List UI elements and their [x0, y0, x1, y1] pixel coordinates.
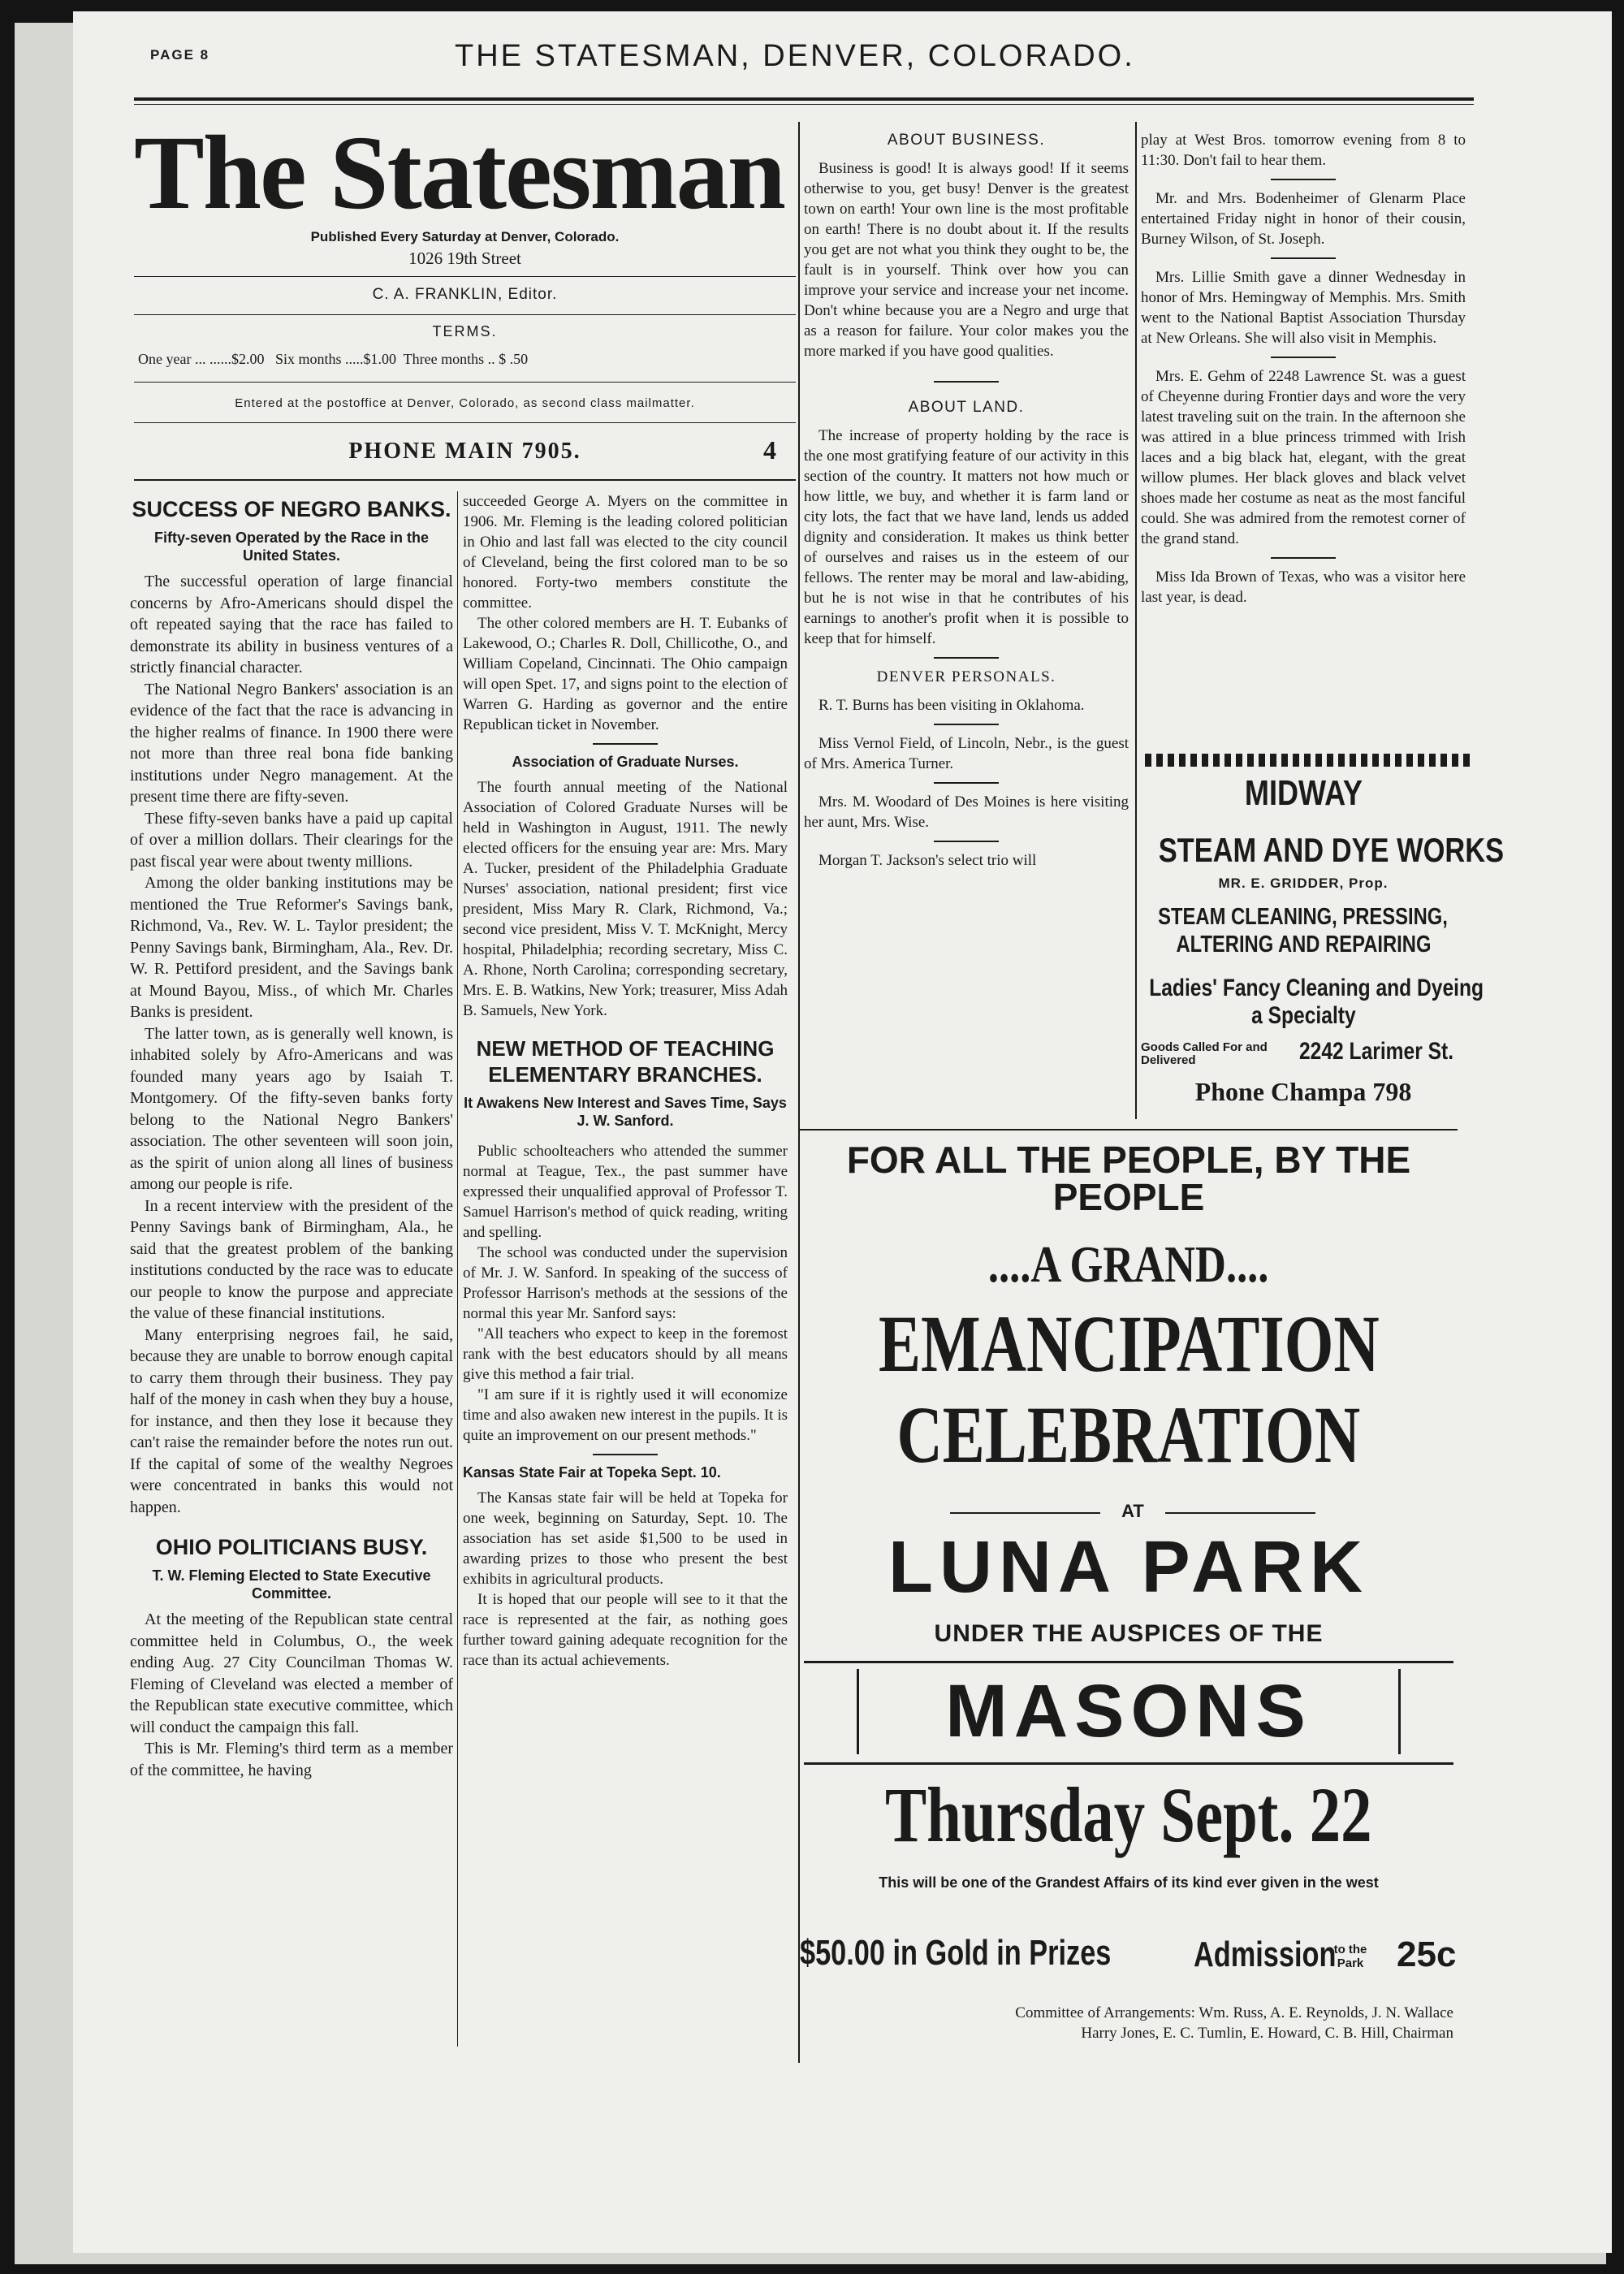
page-label: PAGE 8: [150, 47, 210, 63]
midway-prop: MR. E. GRIDDER, Prop.: [1218, 875, 1389, 891]
separator: [934, 657, 999, 659]
column-2: [463, 491, 788, 1671]
midway-goods: Goods Called For and Delivered: [1141, 1040, 1268, 1067]
paragraph: It is hoped that our people will see to it that the race is represented at the fair, as nothing goes further toward gaining adequate recognition for the race than its actual achievements.: [463, 1591, 788, 1669]
masthead-title: The Statesman: [134, 115, 784, 231]
ad-committee-2: Harry Jones, E. C. Tumlin, E. Howard, C. B. Hill, Chairman: [1081, 2025, 1453, 2042]
paragraph: The other colored members are H. T. Eubanks of Lakewood, O.; Charles R. Doll, Chillicothe, O., and William Copeland, Cincinnati. The Ohio campaign will open Spet. 17, and signs point to the election of Warren G. Harding as governor and the entire Republican ticket in November.: [463, 615, 788, 733]
separator: [593, 1454, 658, 1455]
ad-celebration: CELEBRATION: [896, 1390, 1361, 1480]
personal-item: Mr. and Mrs. Bodenheimer of Glenarm Place entertained Friday night in honor of their cousin, Burney Wilson, of St. Joseph.: [1141, 190, 1466, 248]
paragraph: Among the older banking institutions may be mentioned the True Reformer's Savings bank, Richmond, Va., Rev. W. L. Taylor president; the Penny Savings bank, Birmingham, Ala., Rev. Dr. W. R. Pettiford president, and the Savings bank at Mound Bayou, Miss., of which Mr. Charles Banks is president.: [130, 874, 453, 1021]
ad-emancipation: EMANCIPATION: [878, 1299, 1380, 1389]
paragraph: The latter town, as is generally well known, is inhabited solely by Afro-Americans and was founded many years ago by Isaiah T. Montgomery. Of the fifty-seven banks forty belong to the National Negro Bankers' association. The other seventeen will soon join, as the spirit of union along all lines of business among our people is rife.: [130, 1024, 453, 1193]
ad-masons: MASONS: [945, 1670, 1312, 1753]
paragraph: succeeded George A. Myers on the committee in 1906. Mr. Fleming is the leading colored politician in Ohio and last fall was elected to the city council of Cleveland, being the first colored man to be so honored. Forty-two members constitute the committee.: [463, 493, 788, 612]
paragraph: The National Negro Bankers' association is an evidence of the fact that the race is advancing in the higher realms of finance. In 1900 there were not more than three real bona fide banking institutions under Negro management. At the present time there are fifty-seven.: [130, 680, 453, 806]
masthead-rule-c: [134, 382, 796, 383]
column-3: [804, 130, 1129, 871]
ad-price: 25c: [1397, 1935, 1457, 1974]
terms-label: TERMS.: [432, 323, 498, 339]
ornamental-border: [1145, 754, 1470, 767]
ad-venue: LUNA PARK: [888, 1527, 1369, 1608]
personal-item: Miss Ida Brown of Texas, who was a visitor here last year, is dead.: [1141, 568, 1466, 606]
ohio-headline: OHIO POLITICIANS BUSY.: [155, 1535, 428, 1559]
separator: [1271, 557, 1336, 559]
ad-to-the-park: to the Park: [1333, 1943, 1367, 1970]
midway-line6: a Specialty: [1250, 1002, 1356, 1029]
masons-rule-top: [804, 1661, 1453, 1663]
midway-title: MIDWAY: [1244, 773, 1363, 813]
separator: [934, 782, 999, 784]
midway-line3: STEAM CLEANING, PRESSING,: [1158, 904, 1449, 930]
paragraph: These fifty-seven banks have a paid up capital of over a million dollars. Their clearings for the past fiscal year were about twenty millions.: [130, 809, 453, 871]
paragraph: The school was conducted under the supervision of Mr. J. W. Sanford. In speaking of the success of Professor Harrison's methods at the sessions of the normal this year Mr. Sanford says:: [463, 1244, 788, 1322]
paragraph: "I am sure if it is rightly used it will economize time and also awaken new interest in the pupils. It is quite an improvement on our present methods.": [463, 1386, 788, 1444]
personals-headline: DENVER PERSONALS.: [876, 668, 1056, 685]
fair-headline: Kansas State Fair at Topeka Sept. 10.: [463, 1464, 721, 1481]
ad-prizes: $50.00 in Gold in Prizes: [800, 1933, 1112, 1973]
separator: [1271, 179, 1336, 180]
masthead-rule-e: [134, 479, 796, 481]
ad-affair: This will be one of the Grandest Affairs of its kind ever given in the west: [879, 1874, 1379, 1891]
midway-line4: ALTERING AND REPAIRING: [1176, 932, 1431, 958]
ad-auspices: UNDER THE AUSPICES OF THE: [934, 1620, 1324, 1647]
masthead-rule-b: [134, 314, 796, 315]
paragraph: Public schoolteachers who attended the summer normal at Teague, Tex., the past summer have expressed their unqualified approval of Professor T. Samuel Harrison's method of quick reading, writing and spelling.: [463, 1143, 788, 1241]
masthead-rule-d: [134, 422, 796, 423]
paragraph: In a recent interview with the president of the Penny Savings bank of Birmingham, Ala., he said that the greatest problem of the banking institutions conducted by the race was to educate our people to know the purpose and appreciate the value of these financial institutions.: [130, 1196, 453, 1322]
column-rule-2: [1135, 122, 1137, 1119]
header-rule-thin: [134, 104, 1474, 105]
published-line: Published Every Saturday at Denver, Colorado.: [310, 229, 620, 244]
business-headline: ABOUT BUSINESS.: [887, 132, 1046, 149]
teaching-subhead: It Awakens New Interest and Saves Time, Says J. W. Sanford.: [464, 1095, 787, 1129]
masons-box-right: [1398, 1669, 1401, 1754]
paragraph: Business is good! It is always good! If it seems otherwise to you, get busy! Denver is the greatest town on earth! Your own line is the most profitable on earth! There is no doubt about it. If the results you get are not what you think they ought to be, the fault is in yourself. Think over how you can improve your service and increase your net income. Don't whine because you are a Negro and urge that as a reason for failure. Your color makes you the more marked if you have good qualities.: [804, 160, 1129, 360]
masthead-rule-a: [134, 276, 796, 277]
ad-grand: ....A GRAND....: [988, 1235, 1269, 1293]
paragraph: The increase of property holding by the race is the one most gratifying feature of our activity in this section of the country. It matters not how much or how little, we buy, and whether it is farm land or city lots, the fact that we have land, lends us added dignity and consideration. It makes us think better of ourselves and raises us in the esteem of our fellows. The renter may be moral and law-abiding, but he is not wise in that he contributes of his earnings to another's profit when it is possible to keep that for himself.: [804, 427, 1129, 647]
ad-top-rule: [800, 1129, 1458, 1131]
midway-phone: Phone Champa 798: [1194, 1077, 1412, 1106]
column-4: [1141, 130, 1466, 607]
personal-item: Mrs. M. Woodard of Des Moines is here visiting her aunt, Mrs. Wise.: [804, 793, 1129, 831]
teaching-headline: NEW METHOD OF TEACHING ELEMENTARY BRANCHES.: [476, 1036, 775, 1087]
paragraph: This is Mr. Fleming's third term as a member of the committee, he having: [130, 1740, 453, 1779]
running-title: THE STATESMAN, DENVER, COLORADO.: [455, 39, 1135, 73]
ad-at: AT: [1100, 1501, 1165, 1522]
personal-item: Mrs. Lillie Smith gave a dinner Wednesday in honor of Mrs. Hemingway of Memphis. Mrs. Smith went to the National Baptist Association Thursday at New Orleans. She will also visit in Memphis.: [1141, 269, 1466, 347]
phone-line: PHONE MAIN 7905.: [348, 439, 581, 464]
paragraph: The fourth annual meeting of the National Association of Colored Graduate Nurses will be held in Washington in August, 1911. The newly elected officers for the ensuing year are: Mrs. Mary A. Tucker, president of the Philadelphia Graduate Nurses' association, national president; first vice president, Miss Mary R. Clark, Richmond, Va.; second vice president, Miss V. T. McKnight, Mercy hospital, Philadelphia; recording secretary, Miss C. A. Rhone, North Carolina; corresponding secretary, Mrs. E. B. Watkins, New York; treasurer, Miss Adah B. Samuels, New York.: [463, 779, 788, 1019]
masons-rule-bottom: [804, 1762, 1453, 1765]
separator: [1271, 357, 1336, 358]
paragraph: At the meeting of the Republican state central committee held in Columbus, O., the week ending Aug. 27 City Councilman Thomas W. Fleming of Cleveland was elected a member of the Republican state executive committee, which will conduct the campaign this fall.: [130, 1610, 453, 1736]
column-1: [130, 483, 453, 1781]
terms-line: One year ... ......$2.00 Six months .....$1.00 Three months .. $ .50: [138, 351, 529, 367]
ad-admission: Admission: [1194, 1935, 1337, 1974]
ad-headline: FOR ALL THE PEOPLE, BY THE PEOPLE: [846, 1139, 1411, 1218]
separator: [1271, 257, 1336, 259]
paragraph: The successful operation of large financial concerns by Afro-Americans should dispel the oft repeated saying that the race has failed to demonstrate its ability in business ventures of a strictly financial character.: [130, 573, 453, 677]
address-line: 1026 19th Street: [408, 249, 521, 268]
personal-item: R. T. Burns has been visiting in Oklahoma.: [818, 697, 1085, 714]
banks-headline: SUCCESS OF NEGRO BANKS.: [132, 497, 451, 521]
entered-line: Entered at the postoffice at Denver, Colorado, as second class mailmatter.: [235, 396, 695, 410]
separator: [593, 743, 658, 745]
personal-item: Morgan T. Jackson's select trio will: [818, 852, 1037, 869]
separator: [934, 724, 999, 725]
editor-line: C. A. FRANKLIN, Editor.: [372, 286, 558, 303]
nurses-headline: Association of Graduate Nurses.: [512, 754, 739, 770]
paragraph: Many enterprising negroes fail, he said, because they are unable to borrow enough capital to carry them through their business. They pay half of the money in cash when they buy a house, for instance, and then they lose it because they can't raise the remainder before the notes run out. If the capital of some of the wealthy Negroes were concentrated in banks this would not happen.: [130, 1325, 453, 1516]
midway-subtitle: STEAM AND DYE WORKS: [1158, 831, 1505, 869]
personal-item: play at West Bros. tomorrow evening from 8 to 11:30. Don't fail to hear them.: [1141, 132, 1466, 169]
midway-line5: Ladies' Fancy Cleaning and Dyeing: [1149, 975, 1484, 1001]
column-rule-0: [457, 491, 458, 2047]
separator: [934, 841, 999, 842]
paragraph: "All teachers who expect to keep in the foremost rank with the best educators should by all means give this method a fair trial.: [463, 1325, 788, 1383]
land-headline: ABOUT LAND.: [908, 399, 1025, 416]
masons-box-left: [857, 1669, 859, 1754]
ohio-subhead: T. W. Fleming Elected to State Executive Committee.: [152, 1567, 431, 1602]
personal-item: Miss Vernol Field, of Lincoln, Nebr., is the guest of Mrs. America Turner.: [804, 735, 1129, 772]
ad-committee-1: Committee of Arrangements: Wm. Russ, A. E. Reynolds, J. N. Wallace: [1015, 2004, 1453, 2021]
separator: [934, 381, 999, 383]
ad-date: Thursday Sept. 22: [885, 1771, 1372, 1858]
midway-address: 2242 Larimer St.: [1299, 1038, 1454, 1065]
personal-item: Mrs. E. Gehm of 2248 Lawrence St. was a guest of Cheyenne during Frontier days and wore the very latest traveling suit on the train. In the afternoon she was attired in a blue princess trimmed with Irish laces and a big black hat, elegant, with the great willow plumes. Her black gloves and black velvet shoes made her costume as neat as the most fanciful could. She was admired from the remotest corner of the grand stand.: [1141, 368, 1466, 547]
paragraph: The Kansas state fair will be held at Topeka for one week, beginning on Saturday, Sept. 10. The association has set aside $1,500 to be used in awarding prizes to those who present the best exhibits in agricultural products.: [463, 1489, 788, 1588]
banks-subhead: Fifty-seven Operated by the Race in the United States.: [153, 530, 430, 564]
page-number: 4: [763, 435, 776, 465]
header-rule: [134, 97, 1474, 101]
